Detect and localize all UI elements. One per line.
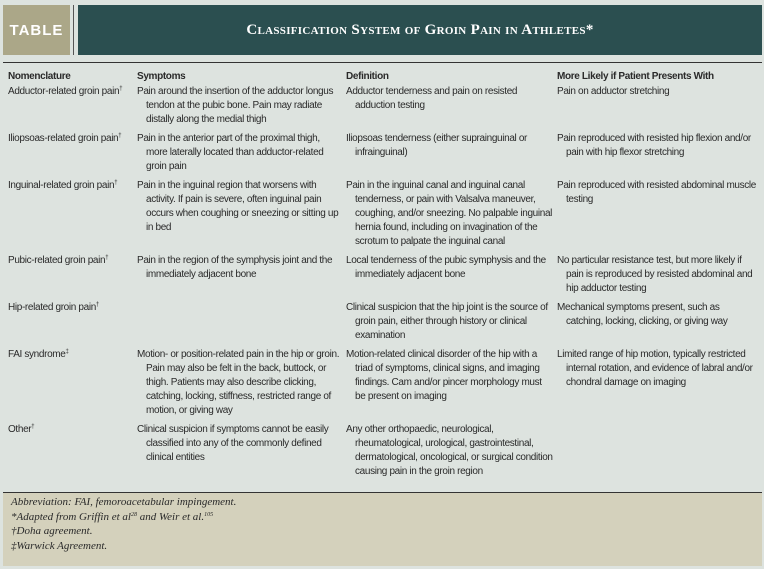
symptoms-cell: Motion- or position-related pain in the hip or groin. Pain may also be felt in the back, buttock, or thigh. Patients may also describe clicking, catching, locking, stiffness, restricted range of motion, or giving way	[137, 349, 340, 416]
definition-cell: Motion-related clinical disorder of the hip with a triad of symptoms, clinical signs, and imaging findings. Cam and/or pincer morphology must be present on imaging	[346, 349, 542, 402]
presents-cell: Pain reproduced with resisted abdominal muscle testing	[557, 180, 757, 205]
footnote-adapted	[11, 510, 762, 525]
table-row	[8, 85, 760, 132]
table-row	[8, 348, 760, 423]
footnote-text: and Weir et al.	[136, 510, 205, 523]
reference-mark: 28	[130, 511, 137, 518]
table-row	[8, 254, 760, 301]
symptoms-cell: Pain in the inguinal region that worsens with activity. If pain is severe, often inguinal pain occurs when coughing or sneezing or sitting up in bed	[137, 180, 339, 233]
footnote-mark: †	[31, 424, 35, 430]
definition-cell: Pain in the inguinal canal and inguinal canal tenderness, or pain with Valsalva maneuver, coughing, and/or sneezing. No palpable inguinal hernia found, including on invagination of the scrotum to palpate the inguinal canal	[346, 180, 553, 247]
footnote-mark: †	[118, 133, 122, 139]
nomenclature-cell	[8, 348, 137, 418]
table-row	[8, 423, 760, 484]
column-header: Definition	[346, 71, 389, 82]
table-row	[8, 132, 760, 179]
footnote-mark: ‡	[65, 349, 69, 355]
symptoms-cell: Pain in the region of the symphysis joint and the immediately adjacent bone	[137, 255, 333, 280]
nomenclature-text: FAI syndrome	[8, 349, 66, 360]
nomenclature-cell	[8, 85, 137, 127]
divider	[73, 5, 74, 55]
definition-cell: Adductor tenderness and pain on resisted adduction testing	[346, 86, 518, 111]
reference-mark: 105	[204, 511, 214, 518]
footnote-warwick: ‡Warwick Agreement.	[11, 539, 108, 552]
symptoms-cell: Pain in the anterior part of the proximal thigh, more laterally located than adductor-related groin pain	[137, 133, 324, 172]
definition-cell: Iliopsoas tenderness (either suprainguinal or infrainguinal)	[346, 133, 528, 158]
presents-cell: Limited range of hip motion, typically restricted internal rotation, and evidence of labral and/or chondral damage on imaging	[557, 349, 753, 388]
nomenclature-text: Hip-related groin pain	[8, 302, 96, 313]
column-header: More Likely if Patient Presents With	[557, 71, 714, 82]
presents-cell	[557, 423, 760, 479]
top-rule	[3, 62, 762, 63]
nomenclature-cell	[8, 179, 137, 249]
nomenclature-text: Iliopsoas-related groin pain	[8, 133, 119, 144]
footnote-doha: †Doha agreement.	[11, 525, 93, 537]
column-header: Nomenclature	[8, 71, 71, 82]
presents-cell: No particular resistance test, but more likely if pain is reproduced by resisted abdominal and hip adductor testing	[557, 255, 753, 294]
definition-cell: Local tenderness of the pubic symphysis and the immediately adjacent bone	[346, 255, 546, 280]
footnote-mark: †	[95, 302, 99, 308]
definition-cell: Clinical suspicion that the hip joint is the source of groin pain, either through history or clinical examination	[346, 302, 548, 341]
nomenclature-cell	[8, 423, 137, 479]
nomenclature-text: Adductor-related groin pain	[8, 86, 120, 97]
table-header	[8, 70, 760, 85]
footnote-text: *Adapted from Griffin et al	[11, 510, 131, 523]
table-row	[8, 301, 760, 348]
table-body	[8, 85, 760, 484]
nomenclature-cell	[8, 301, 137, 343]
nomenclature-cell	[8, 132, 137, 174]
presents-cell: Pain on adductor stretching	[557, 86, 670, 97]
footnote-mark: †	[105, 255, 109, 261]
presents-cell: Pain reproduced with resisted hip flexion and/or pain with hip flexor stretching	[557, 133, 751, 158]
footnote-mark: †	[119, 86, 123, 92]
symptoms-cell: Clinical suspicion if symptoms cannot be easily classified into any of the commonly defined clinical entities	[137, 424, 329, 463]
table-row	[8, 179, 760, 254]
nomenclature-text: Pubic-related groin pain	[8, 255, 106, 266]
classification-table	[8, 70, 760, 484]
column-header: Symptoms	[137, 71, 186, 82]
nomenclature-text: Other	[8, 424, 32, 435]
presents-cell: Mechanical symptoms present, such as catching, locking, clicking, or giving way	[557, 302, 728, 327]
nomenclature-cell	[8, 254, 137, 296]
nomenclature-text: Inguinal-related groin pain	[8, 180, 115, 191]
symptoms-cell: Pain around the insertion of the adductor longus tendon at the pubic bone. Pain may radiate distally along the medial thigh	[137, 86, 334, 125]
symptoms-cell	[137, 301, 346, 343]
table-title: Classification System of Groin Pain in Athletes*	[78, 5, 762, 55]
footnotes	[3, 493, 762, 566]
footnote-abbreviation: Abbreviation: FAI, femoroacetabular impingement.	[11, 496, 237, 508]
table-label: TABLE	[3, 5, 70, 55]
definition-cell: Any other orthopaedic, neurological, rheumatological, urological, gastrointestinal, dermatological, oncological, or surgical condition causing pain in the groin region	[346, 424, 553, 477]
footnote-mark: †	[114, 180, 118, 186]
